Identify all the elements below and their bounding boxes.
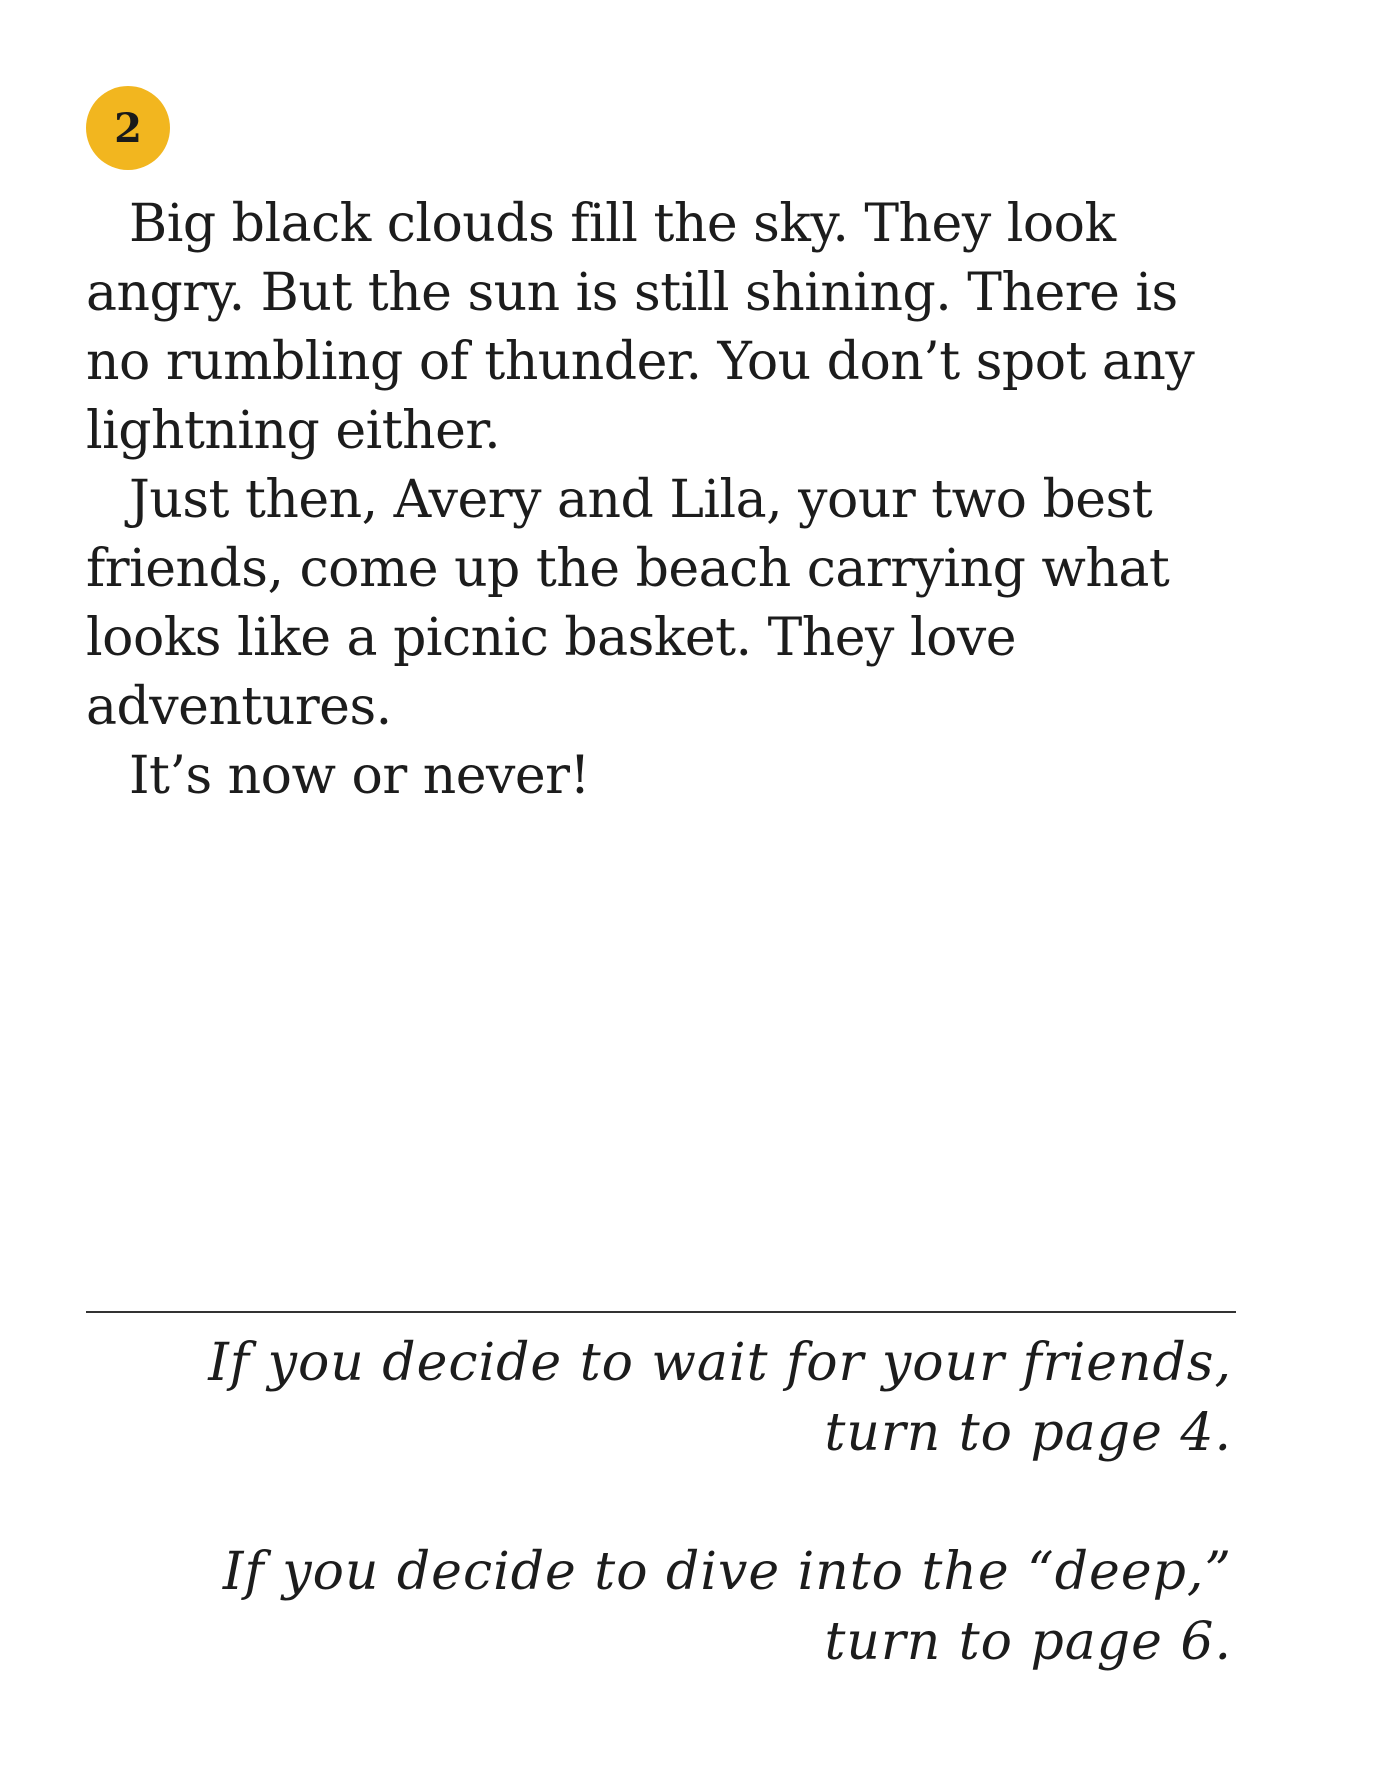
choice-condition: If you decide to dive into the “deep,” <box>222 1542 1232 1602</box>
page-number-badge <box>86 86 170 170</box>
choices-section <box>86 1328 1232 1746</box>
story-text <box>86 190 1246 811</box>
choice-condition: If you decide to wait for your friends, <box>208 1333 1232 1393</box>
page-number: 2 <box>114 104 142 152</box>
choice-instruction: turn to page 6. <box>824 1612 1232 1672</box>
choice-wait <box>86 1328 1232 1468</box>
story-paragraph: It’s now or never! <box>129 746 590 806</box>
choices-divider <box>86 1311 1236 1313</box>
choice-instruction: turn to page 4. <box>824 1403 1232 1463</box>
story-paragraph: Big black clouds fill the sky. They look angry. But the sun is still shining. There is no rumbling of thunder. You don’t spot any lightning either. <box>86 194 1195 461</box>
story-paragraph: Just then, Avery and Lila, your two best friends, come up the beach carrying what looks like a picnic basket. They love adventures. <box>86 470 1170 737</box>
choice-dive <box>86 1537 1232 1677</box>
